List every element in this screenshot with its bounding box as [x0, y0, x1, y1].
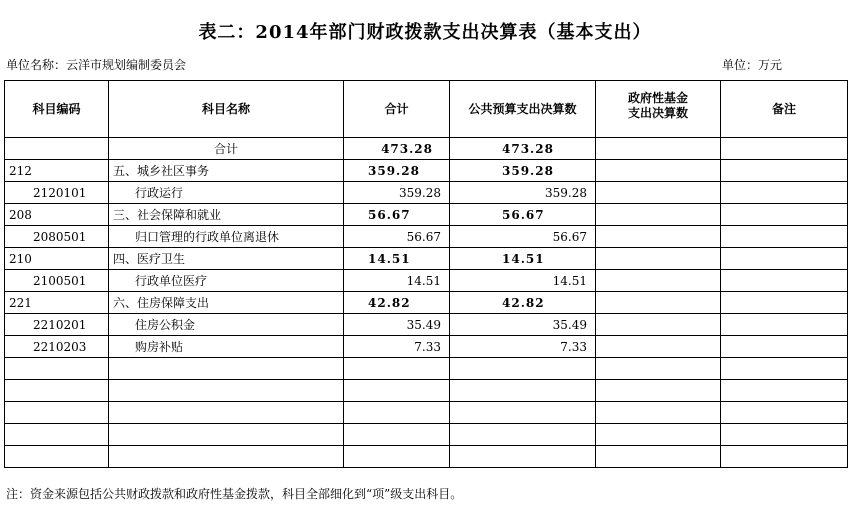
row-name: 五、城乡社区事务 — [109, 160, 344, 182]
row-fund — [596, 336, 721, 358]
row-name: 归口管理的行政单位离退休 — [109, 226, 344, 248]
row-public: 7.33 — [450, 336, 596, 358]
row-code: 212 — [5, 160, 109, 182]
table-row — [5, 270, 848, 292]
row-remark — [721, 204, 848, 226]
row-name: 购房补贴 — [109, 336, 344, 358]
empty-row — [5, 424, 848, 446]
expenditure-table — [4, 80, 848, 468]
table-row — [5, 248, 848, 270]
row-total: 359.28 — [344, 160, 450, 182]
row-total: 42.82 — [344, 292, 450, 314]
empty-row — [5, 380, 848, 402]
row-code: 2210203 — [5, 336, 109, 358]
row-code: 2210201 — [5, 314, 109, 336]
row-fund — [596, 248, 721, 270]
row-name: 行政运行 — [109, 182, 344, 204]
table-row — [5, 182, 848, 204]
row-remark — [721, 270, 848, 292]
row-code: 2080501 — [5, 226, 109, 248]
row-public: 35.49 — [450, 314, 596, 336]
table-row — [5, 204, 848, 226]
empty-row — [5, 358, 848, 380]
row-public: 359.28 — [450, 182, 596, 204]
table-title: 表二：2014年部门财政拨款支出决算表（基本支出） — [198, 22, 652, 43]
total-remark — [721, 138, 848, 160]
row-total: 35.49 — [344, 314, 450, 336]
row-total: 359.28 — [344, 182, 450, 204]
row-total: 7.33 — [344, 336, 450, 358]
header-fund — [596, 81, 721, 138]
row-name: 六、住房保障支出 — [109, 292, 344, 314]
total-name: 合计 — [109, 138, 344, 160]
header-total: 合计 — [344, 81, 450, 138]
header-code: 科目编码 — [5, 81, 109, 138]
row-total: 56.67 — [344, 204, 450, 226]
row-public: 14.51 — [450, 270, 596, 292]
row-fund — [596, 160, 721, 182]
row-remark — [721, 160, 848, 182]
table-row — [5, 160, 848, 182]
row-code: 208 — [5, 204, 109, 226]
row-fund — [596, 204, 721, 226]
row-fund — [596, 270, 721, 292]
total-code — [5, 138, 109, 160]
row-public: 56.67 — [450, 204, 596, 226]
row-fund — [596, 226, 721, 248]
table-row — [5, 226, 848, 248]
total-fund — [596, 138, 721, 160]
header-row — [5, 81, 848, 138]
header-public: 公共预算支出决算数 — [450, 81, 596, 138]
row-total: 14.51 — [344, 248, 450, 270]
table-row — [5, 336, 848, 358]
total-public: 473.28 — [450, 138, 596, 160]
row-total: 56.67 — [344, 226, 450, 248]
row-name: 行政单位医疗 — [109, 270, 344, 292]
row-total: 14.51 — [344, 270, 450, 292]
table-row — [5, 314, 848, 336]
row-fund — [596, 292, 721, 314]
row-public: 56.67 — [450, 226, 596, 248]
total-total: 473.28 — [344, 138, 450, 160]
row-remark — [721, 182, 848, 204]
row-public: 42.82 — [450, 292, 596, 314]
empty-row — [5, 402, 848, 424]
unit-label: 单位：万元 — [722, 58, 783, 72]
table-row — [5, 292, 848, 314]
footnote: 注：资金来源包括公共财政拨款和政府性基金拨款，科目全部细化到“项”级支出科目。 — [6, 487, 463, 501]
row-remark — [721, 336, 848, 358]
row-fund — [596, 314, 721, 336]
row-remark — [721, 292, 848, 314]
row-public: 359.28 — [450, 160, 596, 182]
header-fund-line1: 政府性基金 — [627, 91, 688, 105]
row-code: 221 — [5, 292, 109, 314]
header-remark: 备注 — [721, 81, 848, 138]
row-remark — [721, 248, 848, 270]
header-name: 科目名称 — [109, 81, 344, 138]
row-code: 2120101 — [5, 182, 109, 204]
row-code: 210 — [5, 248, 109, 270]
row-code: 2100501 — [5, 270, 109, 292]
total-row — [5, 138, 848, 160]
header-fund-line2: 支出决算数 — [627, 106, 688, 120]
row-name: 住房公积金 — [109, 314, 344, 336]
empty-row — [5, 446, 848, 468]
unit-name: 单位名称：云洋市规划编制委员会 — [6, 58, 187, 72]
row-remark — [721, 226, 848, 248]
row-name: 四、医疗卫生 — [109, 248, 344, 270]
row-name: 三、社会保障和就业 — [109, 204, 344, 226]
row-public: 14.51 — [450, 248, 596, 270]
row-remark — [721, 314, 848, 336]
row-fund — [596, 182, 721, 204]
